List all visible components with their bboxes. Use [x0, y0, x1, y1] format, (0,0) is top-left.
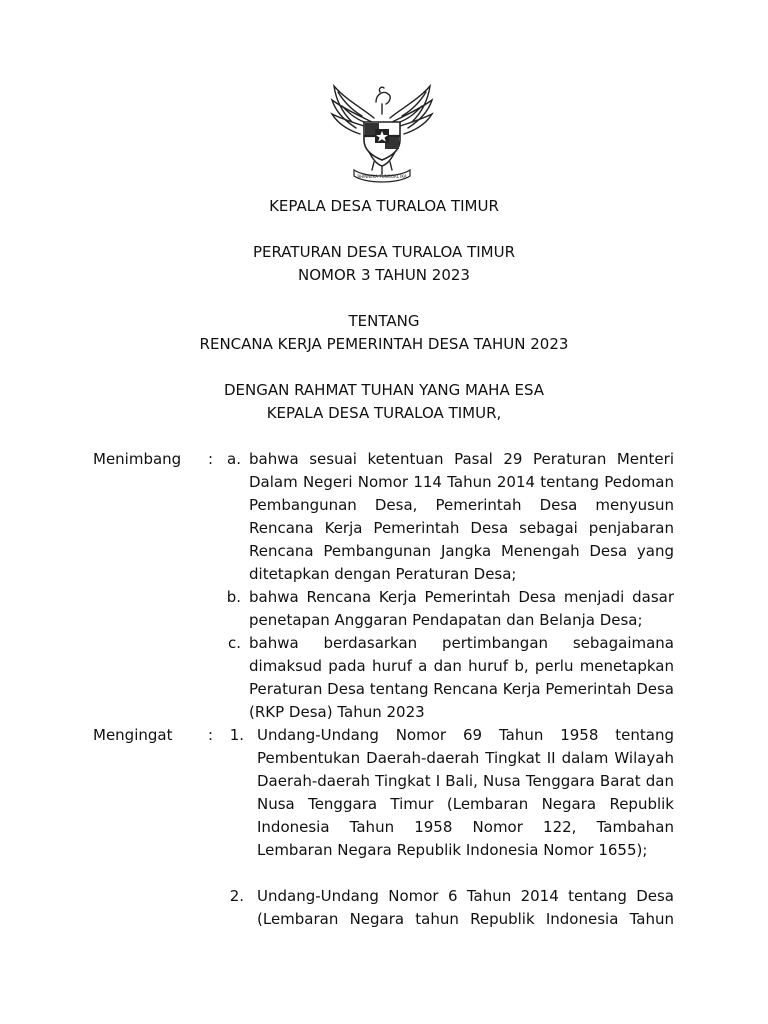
- mengingat-colon: :: [208, 726, 214, 744]
- menimbang-item-text: bahwa berdasarkan pertimbangan sebagaimana dimaksud pada huruf a dan huruf b, perlu menetapkan Peraturan Desa tentang Rencana Kerja Pemerintah Desa (RKP Desa) Tahun 2023: [249, 634, 674, 721]
- list-item-marker: a.: [227, 450, 241, 468]
- institution-heading: KEPALA DESA TURALOA TIMUR: [269, 197, 499, 215]
- list-item-marker: c.: [227, 634, 241, 652]
- list-item-marker: b.: [226, 588, 241, 606]
- svg-text:BHINNEKA TUNGGAL IKA: BHINNEKA TUNGGAL IKA: [357, 174, 407, 179]
- invocation-text: DENGAN RAHMAT TUHAN YANG MAHA ESA: [223, 381, 545, 399]
- menimbang-item-text: bahwa Rencana Kerja Pemerintah Desa menjadi dasar penetapan Anggaran Pendapatan dan Belanja Desa;: [249, 588, 674, 629]
- regulation-title: PERATURAN DESA TURALOA TIMUR: [252, 243, 516, 261]
- issuer-heading: KEPALA DESA TURALOA TIMUR,: [266, 404, 502, 422]
- menimbang-label: Menimbang: [93, 450, 182, 468]
- list-item-marker: 2.: [229, 887, 244, 905]
- garuda-pancasila-emblem-icon: [326, 78, 438, 186]
- menimbang-item-text: bahwa sesuai ketentuan Pasal 29 Peraturan Menteri Dalam Negeri Nomor 114 Tahun 2014 tentang Pedoman Pembangunan Desa, Pemerintah Desa menyusun Rencana Kerja Pemerintah Desa sebagai penjabaran Rencana Pembangunan Jangka Menengah Desa yang ditetapkan dengan Peraturan Desa;: [249, 450, 674, 583]
- regulation-number: NOMOR 3 TAHUN 2023: [298, 266, 470, 284]
- menimbang-colon: :: [208, 450, 214, 468]
- mengingat-item-text: Undang-Undang Nomor 6 Tahun 2014 tentang Desa (Lembaran Negara tahun Republik Indonesia Tahun: [257, 887, 674, 928]
- list-item-marker: 1.: [229, 726, 244, 744]
- regulation-subject: RENCANA KERJA PEMERINTAH DESA TAHUN 2023: [199, 335, 569, 353]
- mengingat-label: Mengingat: [93, 726, 173, 744]
- mengingat-item-text: Undang-Undang Nomor 69 Tahun 1958 tentang Pembentukan Daerah-daerah Tingkat II dalam Wilayah Daerah-daerah Tingkat I Bali, Nusa Tenggara Barat dan Nusa Tenggara Timur (Lembaran Negara Republik Indonesia Tahun 1958 Nomor 122, Tambahan Lembaran Negara Republik Indonesia Nomor 1655);: [257, 726, 674, 859]
- about-heading: TENTANG: [348, 312, 420, 330]
